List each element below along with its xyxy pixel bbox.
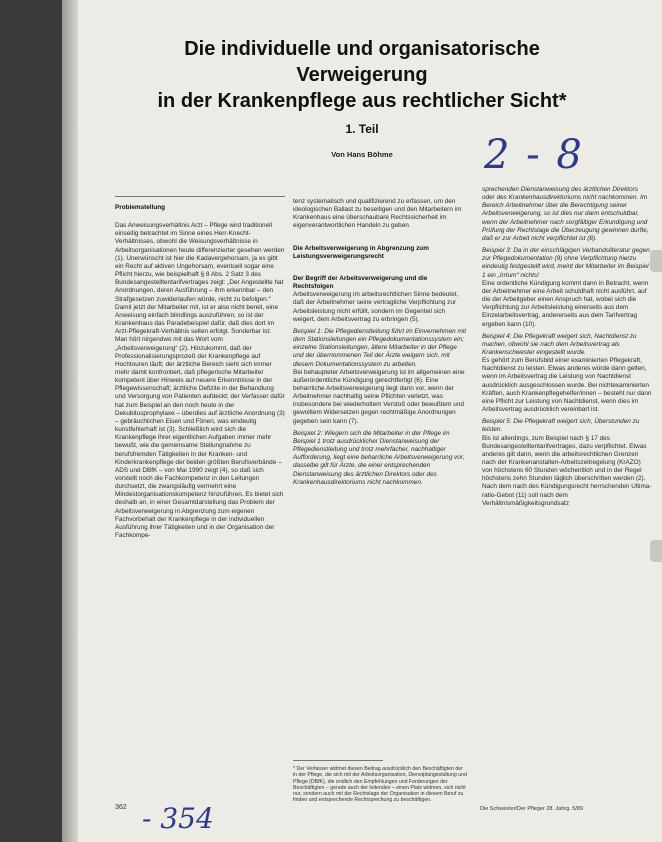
footnote: * Der Verfasser widmet diesen Beitrag ausdrücklich den Beschäftigten der in der Pflege, die sich mit der Arbeitsorganisation, Dienstplangestaltung und Pflege (DBfK), die endlich den Empfehlungen und Forderungen der Beschäftigten – gerade auch der leitenden – einen Platz widmen, sich nicht nur, sondern auch mit der Rechtslage der Organisation in diesem Beruf zu finden und entsprechende Rechtsprechung zu beschäftigen.	[293, 766, 467, 804]
handwritten-note-bottom: - 354	[142, 802, 214, 835]
title-line-1: Die individuelle und organisatorische	[184, 38, 540, 60]
column-rule	[115, 196, 285, 197]
page-number: 362	[115, 804, 127, 811]
footnote-rule	[293, 760, 383, 761]
column-2	[293, 198, 467, 487]
column-1	[115, 198, 285, 540]
section-heading: Die Arbeitsverweigerung in Abgrenzung zum Leistungsverweigerungsrecht	[293, 244, 429, 260]
running-footer: Die Schwester/Der Pfleger 28. Jahrg. 5/89	[480, 806, 584, 812]
example-paragraph: Beispiel 3: Da in der einschlägigen Verbandsliteratur gegen zur Pflegedokumentation (9) ohne Verpflichtung hierzu eindeutig festgestellt wird, meint der Mitarbeiter im Beispiel 1 ein „Irrtum“ nichts!	[482, 247, 650, 279]
example-paragraph: Beispiel 1: Die Pflegedienstleitung führt im Einvernehmen mit dem Stationsleitungen ein Pflegedokumentationssystem ein; einzelne Stationsleitungen, ältere Mitarbeiter in der Pflege und der übernommenen Teil der Ärzte weigern sich, mit diesem Dokumentationssystem zu arbeiten.	[293, 327, 466, 368]
page-notch	[650, 540, 662, 562]
page-notch	[650, 250, 662, 272]
section-heading: Problemstellung	[115, 204, 166, 211]
title-line-3: in der Krankenpflege aus rechtlicher Sicht*	[157, 90, 567, 112]
title-line-2: Verweigerung	[296, 64, 428, 86]
subsection-heading: Der Begriff der Arbeitsverweigerung und die Rechtsfolgen	[293, 274, 428, 291]
paragraph: Eine ordentliche Kündigung kommt dann in Betracht, wenn der Arbeitnehmer eine Arbeit schuldhaft nicht ausführt, auf die der Arbeitgeber einen Anspruch hat, wobei sich die Verpflichtung zur Arbeitsleistung einerseits aus dem Einzelarbeitsvertrag, andererseits aus dem Tarifvertrag ergeben kann (10).	[482, 279, 649, 328]
paragraph: Bis ist allerdings, zum Beispiel nach § 17 des Bundesangestelltentarifvertrages, dazu verpflichtet. Etwas anderes gilt dann, wenn die arbeitsrechtlichen Grenzen nach der Krankenanstalten-Arbeitszeitregelung (KrAZO) von höchstens 60 Stunden wöchentlich und in der Regel höchstens zehn Stunden täglich überschritten werden (2). Nach dem nach des Kündigungsrecht herrschenden Ultima-ratio-Gebot (11) soll nach dem Verhältnismäßigkeitsgrundsatz	[482, 434, 652, 507]
part-label: 1. Teil	[345, 122, 379, 136]
example-paragraph: Beispiel 2: Wiegern sich die Mitarbeiter in der Pflege im Beispiel 1 trotz ausdrücklicher Dienstanweisung der Pflegedienstleitung und trotz mehrfacher, nachhaltiger Aufforderung, liegt eine beharrliche Arbeitsverweigerung vor; dasselbe gilt für Ärzte, die einer entsprechenden Dienstanweisung des ärztlichen Direktors oder des Krankenhausdirektoriums nicht nachkommen.	[293, 429, 465, 486]
example-paragraph: Beispiel 4: Die Pflegekraft weigert sich, Nachtdienst zu machen, obwohl sie nach dem Arbeitsvertrag als Krankenschwester eingestellt wurde.	[482, 332, 637, 356]
document-page	[62, 0, 662, 842]
handwritten-note-top: 2 - 8	[484, 132, 584, 178]
column-3	[482, 186, 652, 508]
paragraph: tenz systematisch und qualifizierend zu erfassen, um den ideologischen Ballast zu beseitigen und den Mitarbeitern im Krankenhaus eine überschaubare Rechtssicherheit im eigenverantwortlichen Handeln zu geben.	[293, 198, 462, 230]
paragraph: sprechenden Dienstanweisung des ärztlichen Direktors oder des Krankenhausdirektoriums nicht nachkommen. Im Bereich Arbeitnehmer über die Berechtigung seiner Arbeitsverweigerung, so ist dies nur dann entschuldbar, wenn der Arbeitnehmer nach sorgfältiger Erkundigung und Prüfung der Rechtslage die Überzeugung gewinnen durfte, daß er zur Arbeit nicht verpflichtet ist (8).	[482, 186, 649, 242]
paragraph: Das Anweisungsverhältnis Arzt – Pflege wird traditionell einseitig betrachtet im Sinne eines Herr-Knecht-Verhältnisses, obwohl die Weisungsverhältnisse in Arbeitsorganisationen heute differenzierter gesehen werden (1). Unerwünscht ist hier die Kadavergehorsam, ja es gibt ein Recht auf aktiven Ungehorsam, eventuell sogar eine Pflicht hierzu, wie beispielhaft § 8 Abs. 2 Satz 3 des Bundesangestelltentarifvertrages zeigt: „Der Angestellte hat Anordnungen, deren Ausführung – ihm erkennbar – den Strafgesetzen zuwiderlaufen würde, nicht zu befolgen.“ Damit jetzt der Mitarbeiter mit, ist er also nicht bereit, eine Anweisung einfach blindlings auszuführen, so ist der Krankenhaus das Paradebeispiel dafür, daß dies dort im Arzt-Pflegekraft-Verhältnis selten erfolgt. Sonderbar ist: Man hört nirgendwo mit das Wort vom „Arbeitsverweigerung“ (2). Hinzukommt, daß der Professionalisierungsprozeß der Krankenpflege auf Hochtouren läuft; der ärztliche Bereich sieht sich immer mehr damit konfrontiert, daß pflegerische Mitarbeiter kompetent über Hinweis auf neuere Erkenntnisse in der Pflegewissenschaft; ärztliche Defizite in der Behandlung und Versorgung von Patienten aufdeckt; der Verfasser dafür hat zum Beispiel an den noch heute in der Dekubitusprophylaxe – überdies auf ärztliche Anordnung (3) – gebräuchlichen Eisen und Fönen, was eindeutig kunstfehlerhaft ist (3). Schließlich wird sich die Krankenpflege ihrer eigentlichen Aufgaben immer mehr bewußt, wie die gemeinsame Stellungnahme zu berufsfremden Tätigkeiten in der Kranken- und Kinderkrankenpflege der beiden größten Berufsverbände – ADS und DBfK – von Mai 1990 zeigt (4), so daß sich vorstellt noch die Fachkompetenz in den Leitungen durchsetzt, die zwangsläufig vermehrt eine Mindestorganisationskompetenz hinzuführen. Es bietet sich deshalb an, in einer Gesamtdarstellung das Problem der Arbeitsverweigerung in Abgrenzung zum eigenen Fachvorbehalt der Krankenpflege in der individuellen Ausführung ihrer Tätigkeiten und in der Organisation der Fachkompe-	[115, 222, 285, 540]
paragraph: Es gehört zum Berufsbild einer examinierten Pflegekraft, Nachtdienst zu leisten. Etwas anderes würde dann gelten, wenn im Arbeitsvertrag die Leistung von Nachtdienst ausdrücklich ausgeschlossen wurde. Bei nichtexaminierten Kräften, auch Krankenpflegehelfer/innen – besteht nur dann eine Pflicht zur Leistung von Nachtdienst, wenn dies im Arbeitsvertrag ausdrücklich vereinbart ist.	[482, 357, 652, 414]
paragraph: Arbeitsverweigerung im arbeitsrechtlichen Sinne bedeutet, daß der Arbeitnehmer seine vertragliche Verpflichtung zur Arbeitsleistung nicht erfüllt, sondern im Gegenteil sich weigert, dem Arbeitsvertrag zu erbringen (5).	[293, 291, 459, 323]
author-byline: Von Hans Böhme	[331, 150, 393, 159]
paragraph: Bei behaupteter Arbeitsverweigerung ist im allgemeinen eine außerordentliche Kündigung gerechtfertigt (6). Eine beharrliche Arbeitsverweigerung liegt dann vor, wenn der Arbeitnehmer nachhaltig seine Pflichten verletzt, was insbesondere bei wiederholtem Verstoß oder bewußtem und gewolltem Widersetzen gegen rechtmäßige Anordnungen gegeben sein kann (7).	[293, 368, 465, 425]
example-paragraph: Beispiel 5: Die Pflegekraft weigert sich, Überstunden zu leisten.	[482, 418, 640, 434]
